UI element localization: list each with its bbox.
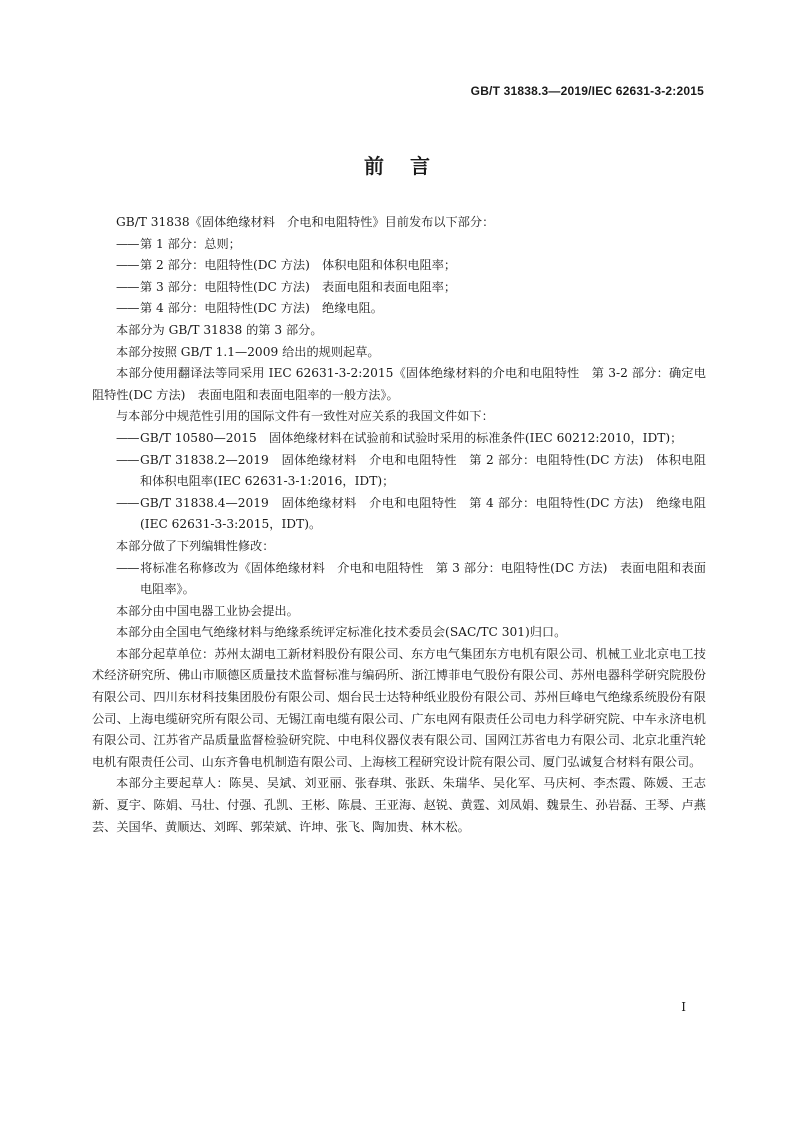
list-item-part-2 — [92, 255, 706, 277]
list-item-text: GB/T 10580—2015 固体绝缘材料在试验前和试验时采用的标准条件(IEC 60212:2010，IDT)； — [140, 430, 683, 445]
page-number: I — [681, 1000, 686, 1014]
list-item-text: GB/T 31838.2—2019 固体绝缘材料 介电和电阻特性 第 2 部分：电阻特性(DC 方法) 体积电阻和体积电阻率(IEC 62631-3-1:2016，IDT)； — [140, 452, 706, 489]
drafting-units-paragraph: 本部分起草单位：苏州太湖电工新材料股份有限公司、东方电气集团东方电机有限公司、机械工业北京电工技术经济研究所、佛山市顺德区质量技术监督标准与编码所、浙江博菲电气股份有限公司、苏州电器科学研究院股份有限公司、四川东材科技集团股份有限公司、烟台民士达特种纸业股份有限公司、苏州巨峰电气绝缘系统股份有限公司、上海电缆研究所有限公司、无锡江南电缆有限公司、广东电网有限责任公司电力科学研究院、中车永济电机有限公司、江苏省产品质量监督检验研究院、中电科仪器仪表有限公司、国网江苏省电力有限公司、北京北重汽轮电机有限责任公司、山东齐鲁电机制造有限公司、上海核工程研究设计院有限公司、厦门弘诚复合材料有限公司。 — [92, 646, 706, 769]
consistency-item-1 — [92, 428, 706, 450]
intro-paragraph: GB/T 31838《固体绝缘材料 介电和电阻特性》目前发布以下部分： — [116, 215, 495, 229]
dash-mark: —— — [116, 236, 139, 251]
foreword-content — [92, 212, 706, 838]
translation-paragraph: 本部分使用翻译法等同采用 IEC 62631-3-2:2015《固体绝缘材料的介电和电阻特性 第 3-2 部分：确定电阻特性(DC 方法) 表面电阻和表面电阻率的一般方法》。 — [92, 366, 706, 402]
dash-mark: —— — [116, 452, 139, 467]
dash-mark: —— — [116, 495, 139, 510]
consistency-item-2 — [92, 450, 706, 493]
proposed-by-paragraph: 本部分由中国电器工业协会提出。 — [116, 603, 299, 618]
list-item-part-4 — [92, 298, 706, 320]
consistency-intro-paragraph: 与本部分中规范性引用的国际文件有一致性对应关系的我国文件如下： — [116, 409, 494, 424]
standard-code-header: GB/T 31838.3—2019/IEC 62631-3-2:2015 — [470, 84, 704, 98]
list-item-text: 第 3 部分：电阻特性(DC 方法) 表面电阻和表面电阻率； — [140, 279, 457, 294]
page-title: 前言 — [364, 154, 456, 178]
dash-mark: —— — [116, 560, 139, 575]
drafting-rules-paragraph: 本部分按照 GB/T 1.1—2009 给出的规则起草。 — [116, 344, 380, 359]
list-item-text: 第 2 部分：电阻特性(DC 方法) 体积电阻和体积电阻率； — [140, 258, 457, 273]
list-item-part-3 — [92, 277, 706, 299]
dash-mark: —— — [116, 301, 139, 316]
list-item-part-1 — [92, 234, 706, 256]
drafters-paragraph: 本部分主要起草人：陈昊、吴斌、刘亚丽、张春琪、张跃、朱瑞华、吴化军、马庆柯、李杰霞、陈媛、王志新、夏宇、陈娟、马壮、付强、孔凯、王彬、陈晨、王亚海、赵锐、黄霆、刘凤娟、魏景生、孙岩磊、王琴、卢燕芸、关国华、黄顺达、刘晖、郭荣斌、许坤、张飞、陶加贵、林木松。 — [92, 776, 706, 834]
editorial-intro-paragraph: 本部分做了下列编辑性修改： — [116, 538, 275, 553]
editorial-item-1 — [92, 558, 706, 601]
list-item-text: 第 4 部分：电阻特性(DC 方法) 绝缘电阻。 — [140, 301, 383, 316]
dash-mark: —— — [116, 258, 139, 273]
list-item-text: GB/T 31838.4—2019 固体绝缘材料 介电和电阻特性 第 4 部分：电阻特性(DC 方法) 绝缘电阻(IEC 62631-3-3:2015，IDT)。 — [140, 495, 706, 532]
dash-mark: —— — [116, 279, 139, 294]
list-item-text: 将标准名称修改为《固体绝缘材料 介电和电阻特性 第 3 部分：电阻特性(DC 方法) 表面电阻和表面电阻率》。 — [140, 560, 706, 597]
part-of-paragraph: 本部分为 GB/T 31838 的第 3 部分。 — [116, 322, 323, 337]
jurisdiction-paragraph: 本部分由全国电气绝缘材料与绝缘系统评定标准化技术委员会(SAC/TC 301)归口。 — [116, 625, 567, 640]
consistency-item-3 — [92, 493, 706, 536]
list-item-text: 第 1 部分：总则； — [140, 236, 241, 251]
dash-mark: —— — [116, 430, 139, 445]
